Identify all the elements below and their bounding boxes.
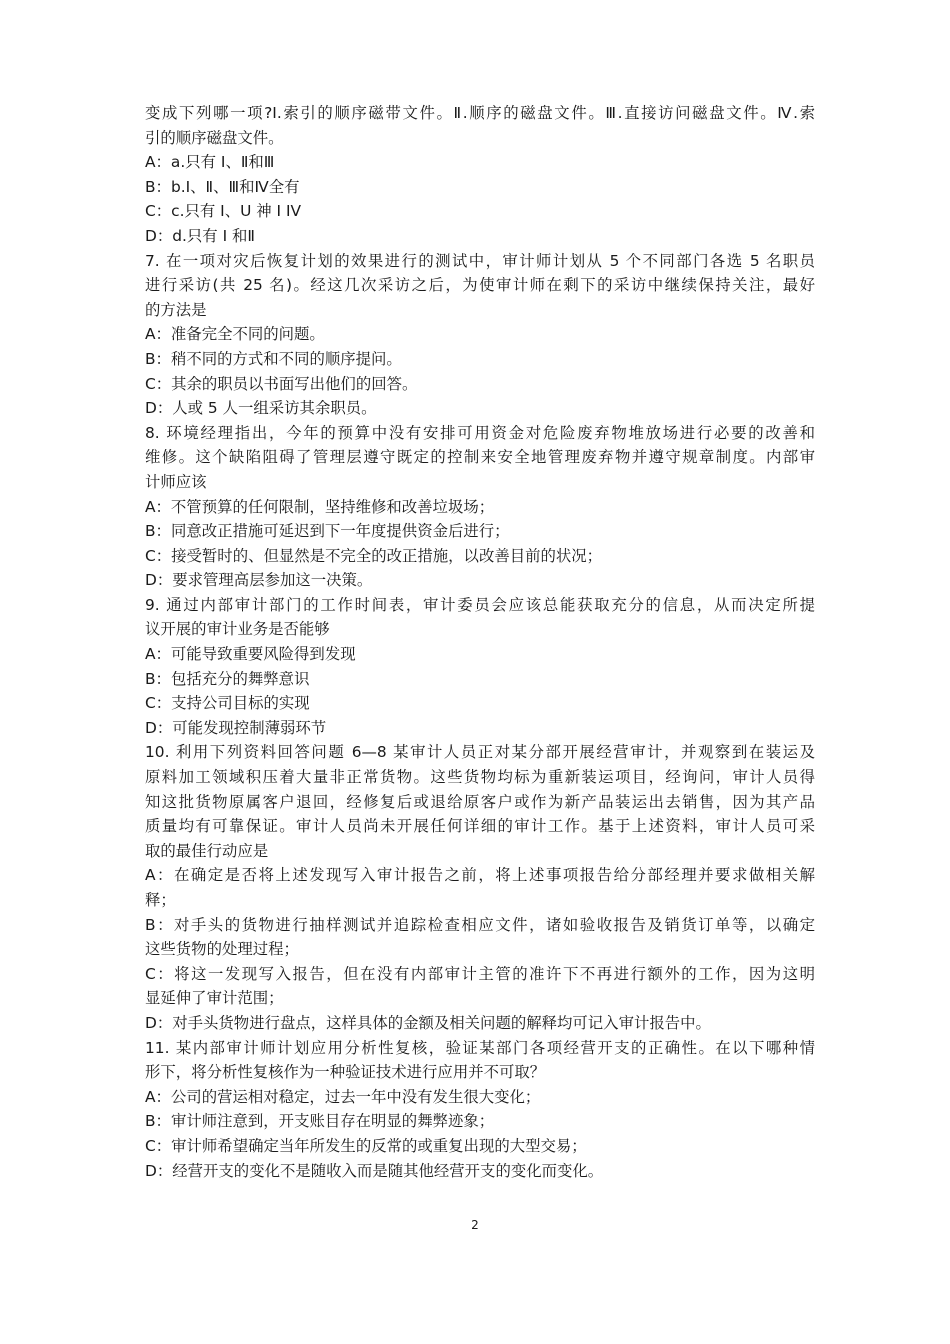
document-body <box>145 101 815 1183</box>
text-line: 释； <box>145 891 176 909</box>
text-line: A：不管预算的任何限制，坚持维修和改善垃圾场； <box>145 497 495 516</box>
text-line: 这些货物的处理过程； <box>145 940 299 959</box>
text-line: 8. 环境经理指出，今年的预算中没有安排可用资金对危险废弃物堆放场进行必要的改善和 <box>145 423 815 442</box>
text-line: 维修。这个缺陷阻碍了管理层遵守既定的控制来安全地管理废弃物并遵守规章制度。内部审 <box>145 448 815 467</box>
text-line: C：将这一发现写入报告，但在没有内部审计主管的准许下不再进行额外的工作，因为这明 <box>145 964 815 983</box>
text-line: 变成下列哪一项?I.索引的顺序磁带文件。Ⅱ.顺序的磁盘文件。Ⅲ.直接访问磁盘文件。Ⅳ.索 <box>145 104 815 122</box>
text-line: 的方法是 <box>145 300 207 319</box>
text-line: C：审计师希望确定当年所发生的反常的或重复出现的大型交易； <box>145 1136 587 1155</box>
text-line: D：对手头货物进行盘点，这样具体的金额及相关问题的解释均可记入审计报告中。 <box>145 1013 711 1032</box>
text-line: 11. 某内部审计师计划应用分析性复核，验证某部门各项经营开支的正确性。在以下哪种情 <box>145 1038 815 1057</box>
text-line: 议开展的审计业务是否能够 <box>145 620 330 639</box>
text-line: A：a.只有 I、Ⅱ和Ⅲ <box>145 153 275 172</box>
text-line: C：c.只有 I、U 神 I IV <box>145 202 302 221</box>
text-line: D：要求管理高层参加这一决策。 <box>145 571 373 590</box>
text-line: 计师应该 <box>145 472 207 491</box>
text-line: 进行采访(共 25 名)。经这几次采访之后，为使审计师在剩下的采访中继续保持关注，最好 <box>145 276 815 295</box>
page-number: 2 <box>471 1218 479 1232</box>
text-line: 10. 利用下列资料回答问题 6—8 某审计人员正对某分部开展经营审计，并观察到在装运及 <box>145 743 815 762</box>
text-line: B：b.I、Ⅱ、Ⅲ和Ⅳ全有 <box>145 177 300 196</box>
text-line: 原料加工领域积压着大量非正常货物。这些货物均标为重新装运项目，经询问，审计人员得 <box>145 768 815 787</box>
text-line: 显延伸了审计范围； <box>145 989 284 1008</box>
text-line: A：准备完全不同的问题。 <box>145 325 325 344</box>
text-line: 9. 通过内部审计部门的工作时间表，审计委员会应该总能获取充分的信息，从而决定所提 <box>145 595 815 614</box>
text-line: A：公司的营运相对稳定，过去一年中没有发生很大变化； <box>145 1087 541 1106</box>
text-line: D：人或 5 人一组采访其余职员。 <box>145 399 377 418</box>
text-line: B：包括充分的舞弊意识 <box>145 669 310 688</box>
text-line: D：经营开支的变化不是随收入而是随其他经营开支的变化而变化。 <box>145 1161 604 1180</box>
text-line: 引的顺序磁盘文件。 <box>145 128 284 147</box>
text-line: B：对手头的货物进行抽样测试并追踪检查相应文件，诸如验收报告及销货订单等，以确定 <box>145 915 815 934</box>
text-line: 取的最佳行动应是 <box>145 841 269 860</box>
text-line: C：其余的职员以书面写出他们的回答。 <box>145 374 418 393</box>
text-line: 7. 在一项对灾后恢复计划的效果进行的测试中，审计师计划从 5 个不同部门各选 5 名职员 <box>145 251 815 270</box>
text-line: 知这批货物原属客户退回，经修复后或退给原客户或作为新产品装运出去销售，因为其产品 <box>145 792 815 811</box>
text-line: D：可能发现控制薄弱环节 <box>145 718 327 737</box>
text-line: A：在确定是否将上述发现写入审计报告之前，将上述事项报告给分部经理并要求做相关解 <box>145 866 815 885</box>
text-line: C：接受暂时的、但显然是不完全的改正措施，以改善目前的状况； <box>145 546 603 565</box>
text-line: C：支持公司目标的实现 <box>145 694 310 713</box>
text-line: B：稍不同的方式和不同的顺序提问。 <box>145 349 402 368</box>
text-line: 形下，将分析性复核作为一种验证技术进行应用并不可取？ <box>145 1063 546 1082</box>
text-line: A：可能导致重要风险得到发现 <box>145 645 356 664</box>
text-line: 质量均有可靠保证。审计人员尚未开展任何详细的审计工作。基于上述资料，审计人员可采 <box>145 817 815 836</box>
text-line: B：审计师注意到，开支账目存在明显的舞弊迹象； <box>145 1112 495 1131</box>
text-line: B：同意改正措施可延迟到下一年度提供资金后进行； <box>145 522 510 541</box>
text-line: D：d.只有 I 和Ⅱ <box>145 226 255 245</box>
